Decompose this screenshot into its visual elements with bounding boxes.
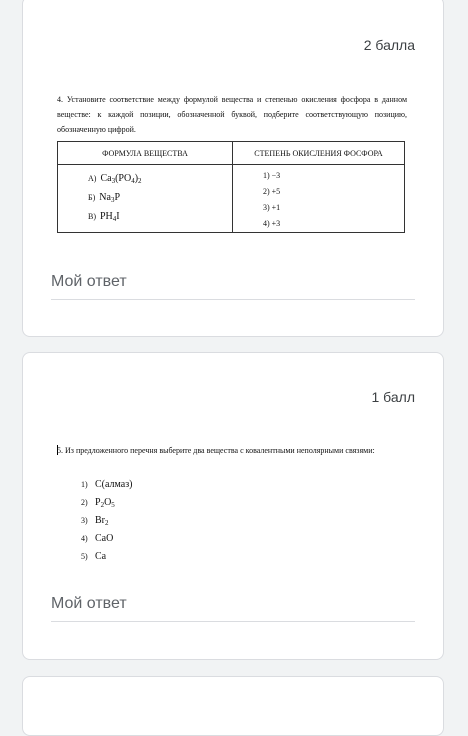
option-item: 4) CaO bbox=[81, 533, 114, 544]
formula-item: В) $PH_4I$ bbox=[88, 211, 120, 223]
option-item: 2) $P_2O_5$ bbox=[81, 497, 115, 509]
formula-cell bbox=[58, 165, 233, 233]
option-item: 3) $Br_2$ bbox=[81, 515, 109, 527]
question-card-next bbox=[22, 676, 444, 736]
question-card-5 bbox=[22, 352, 444, 660]
column-header-oxidation: СТЕПЕНЬ ОКИСЛЕНИЯ ФОСФОРА bbox=[233, 142, 405, 165]
question-text bbox=[57, 92, 407, 137]
answer-input[interactable] bbox=[51, 621, 415, 622]
question-card-4 bbox=[22, 0, 444, 337]
answer-label: Мой ответ bbox=[51, 595, 127, 612]
oxidation-item: 2) +5 bbox=[263, 187, 281, 196]
points-label: 1 балл bbox=[371, 389, 415, 405]
answer-input[interactable] bbox=[51, 299, 415, 300]
oxidation-item: 4) +3 bbox=[263, 219, 281, 228]
question-number: 4. bbox=[57, 95, 63, 104]
option-item: 1) C(алмаз) bbox=[81, 479, 133, 490]
matching-table bbox=[57, 141, 405, 233]
question-body: Из предложенного перечня выберите два вещества с ковалентными неполярными связями: bbox=[65, 446, 375, 455]
points-label: 2 балла bbox=[363, 37, 415, 53]
formula-item: А) $Ca_3(PO_4)_2$ bbox=[88, 173, 142, 185]
formula-value: $Ca_3(PO_4)_2$ bbox=[100, 173, 142, 185]
formula-value: $PH_4I$ bbox=[100, 211, 120, 223]
option-item: 5) Ca bbox=[81, 551, 107, 562]
column-header-formula: ФОРМУЛА ВЕЩЕСТВА bbox=[58, 142, 233, 165]
formula-item: Б) $Na_3P$ bbox=[88, 192, 120, 204]
answer-label: Мой ответ bbox=[51, 273, 127, 290]
question-text bbox=[57, 443, 407, 458]
oxidation-item: 1) −3 bbox=[263, 171, 281, 180]
formula-value: $Na_3P$ bbox=[99, 192, 120, 204]
question-number: 5. bbox=[57, 446, 63, 455]
oxidation-cell bbox=[233, 165, 405, 233]
question-body: Установите соответствие между формулой вещества и степенью окисления фосфора в данном веществе: к каждой позиции, обозначенной буквой, подберите соответствующую позицию, обозначенную цифрой. bbox=[57, 95, 408, 134]
oxidation-item: 3) +1 bbox=[263, 203, 281, 212]
option-list bbox=[81, 474, 133, 564]
